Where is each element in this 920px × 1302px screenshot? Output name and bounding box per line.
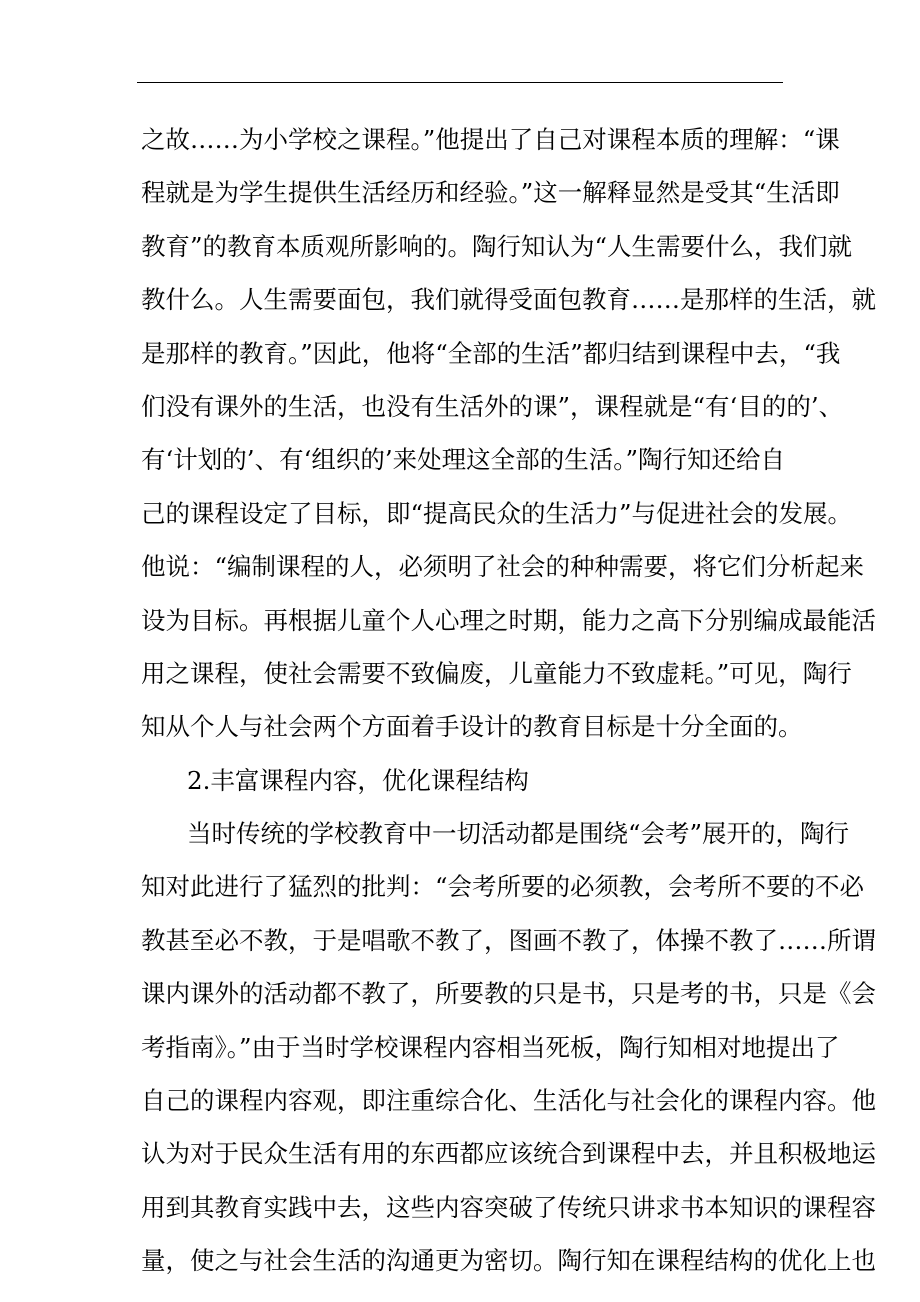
text-line: 考指南》。”由于当时学校课程内容相当死板，陶行知相对地提出了 bbox=[141, 1032, 840, 1062]
text-line: 用之课程，使社会需要不致偏废，儿童能力不致虚耗。”可见，陶行 bbox=[141, 658, 852, 688]
body-text bbox=[141, 113, 876, 1288]
text-line: 知从个人与社会两个方面着手设计的教育目标是十分全面的。 bbox=[141, 712, 803, 742]
text-line: 知对此进行了猛烈的批判：“会考所要的必须教，会考所不要的不必 bbox=[141, 872, 865, 902]
text-line: 用到其教育实践中去，这些内容突破了传统只讲求书本知识的课程容 bbox=[141, 1192, 876, 1222]
section-heading: 2.丰富课程内容，优化课程结构 bbox=[187, 765, 529, 795]
header-rule bbox=[137, 82, 783, 83]
text-line: 设为目标。再根据儿童个人心理之时期，能力之高下分别编成最能活 bbox=[141, 605, 876, 635]
text-line: 课内课外的活动都不教了，所要教的只是书，只是考的书，只是《会 bbox=[141, 979, 876, 1009]
text-line: 是那样的教育。”因此，他将“全部的生活”都归结到课程中去，“我 bbox=[141, 338, 841, 368]
text-line: 自己的课程内容观，即注重综合化、生活化与社会化的课程内容。他 bbox=[141, 1086, 876, 1116]
text-line: 之故……为小学校之课程。”他提出了自己对课程本质的理解：“课 bbox=[141, 125, 840, 154]
text-line: 当时传统的学校教育中一切活动都是围绕“会考”展开的，陶行 bbox=[187, 819, 850, 849]
text-line: 有‘计划的’、有‘组织的’来处理这全部的生活。”陶行知还给自 bbox=[141, 445, 785, 475]
text-line: 他说：“编制课程的人，必须明了社会的种种需要，将它们分析起来 bbox=[141, 552, 865, 582]
text-line: 教什么。人生需要面包，我们就得受面包教育……是那样的生活，就 bbox=[141, 285, 876, 315]
text-line: 们没有课外的生活，也没有生活外的课”，课程就是“有‘目的的’、 bbox=[141, 391, 844, 421]
text-line: 己的课程设定了目标，即“提高民众的生活力”与促进社会的发展。 bbox=[141, 498, 853, 528]
text-line: 量，使之与社会生活的沟通更为密切。陶行知在课程结构的优化上也 bbox=[141, 1246, 876, 1276]
text-line: 教育”的教育本质观所影响的。陶行知认为“人生需要什么，我们就 bbox=[141, 231, 853, 261]
text-line: 教甚至必不教，于是唱歌不教了，图画不教了，体操不教了……所谓 bbox=[141, 925, 876, 955]
text-line: 程就是为学生提供生活经历和经验。”这一解释显然是受其“生活即 bbox=[141, 178, 840, 208]
text-line: 认为对于民众生活有用的东西都应该统合到课程中去，并且积极地运 bbox=[141, 1139, 876, 1169]
